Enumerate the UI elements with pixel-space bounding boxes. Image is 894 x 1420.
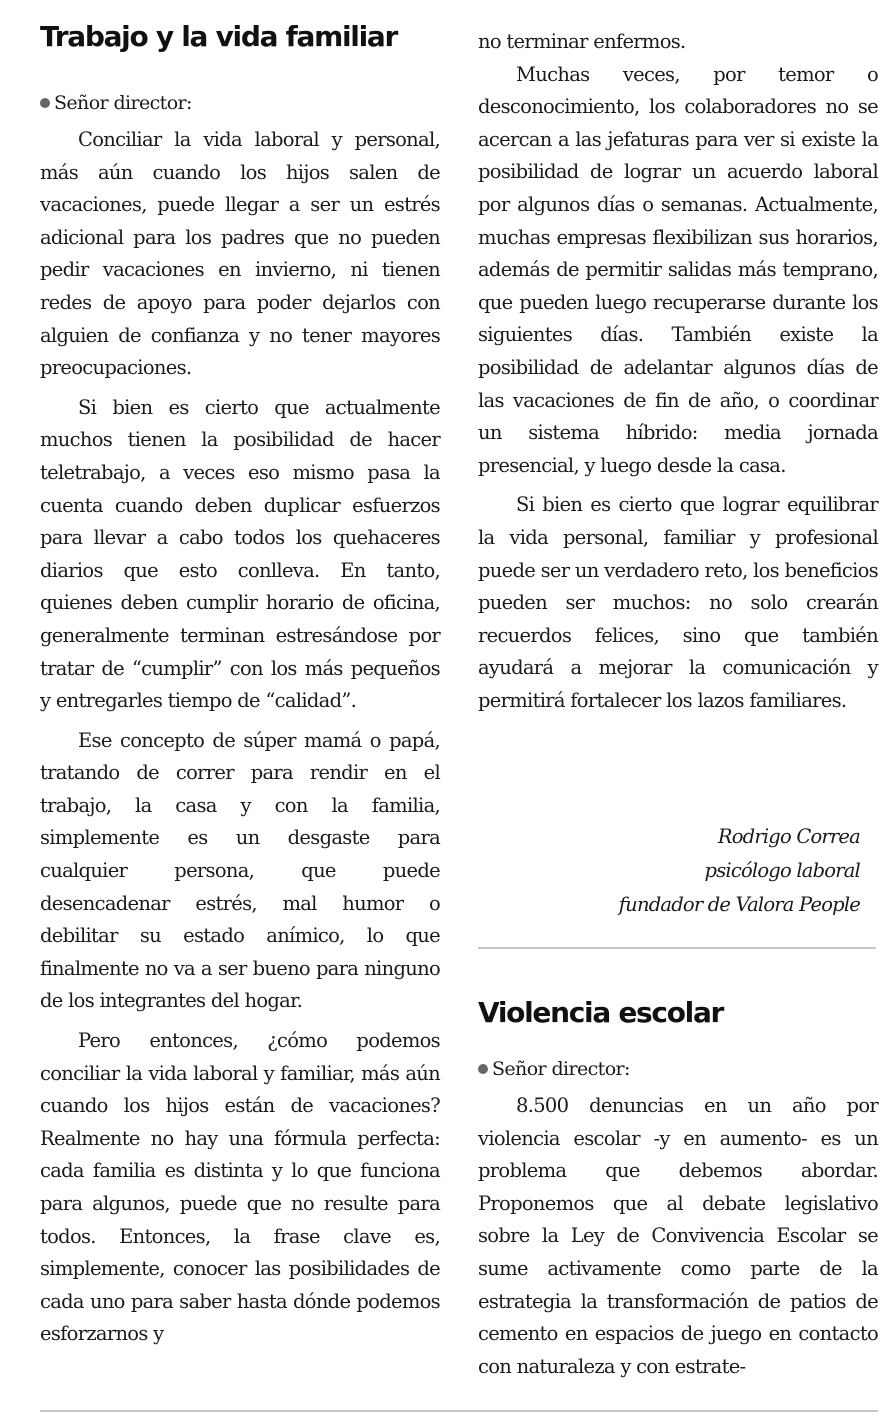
paragraph: Conciliar la vida laboral y personal, más aún cuando los hijos salen de vacaciones, puede llegar a ser un estrés adicional para los padres que no pueden pedir vacaciones en invierno, ni tienen redes de apoyo para poder dejarlos con alguien de confianza y no tener mayores preocupaciones.	[40, 128, 440, 380]
letter-salutation	[478, 1056, 630, 1083]
letter-body	[478, 1090, 878, 1383]
letter-body	[40, 124, 440, 1351]
salutation-text: Señor director:	[492, 1058, 630, 1080]
letter-salutation	[40, 90, 192, 117]
paragraph-continued: no terminar enfermos.	[478, 30, 686, 53]
paragraph: Si bien es cierto que actualmente muchos tienen la posibilidad de hacer teletrabajo, a veces eso mismo pasa la cuenta cuando deben duplicar esfuerzos para llevar a cabo todos los quehaceres diarios que esto conlleva. En tanto, quienes deben cumplir horario de oficina, generalmente terminan estresándose por tratar de “cumplir” con los más pequeños y entregarles tiempo de “calidad”.	[40, 395, 440, 713]
paragraph: Si bien es cierto que lograr equilibrar la vida personal, familiar y profesional puede ser un verdadero reto, los beneficios pueden ser muchos: no solo crearán recuerdos felices, sino que también ayudará a mejorar la comunicación y permitirá fortalecer los lazos familiares.	[478, 493, 878, 712]
salutation-text: Señor director:	[54, 92, 192, 114]
paragraph: Pero entonces, ¿cómo podemos conciliar la vida laboral y familiar, más aún cuando los hijos están de vacaciones? Realmente no hay una fórmula perfecta: cada familia es distinta y lo que funciona para algunos, puede que no resulte para todos. Entonces, la frase clave es, simplemente, conocer las posibilidades de cada uno para saber hasta dónde podemos esforzarnos y	[40, 1029, 440, 1346]
paragraph: 8.500 denuncias en un año por violencia escolar -y en aumento- es un problema que debemos abordar. Proponemos que al debate legislativo sobre la Ley de Convivencia Escolar se sume activamente como parte de la estrategia la transformación de patios de cemento en espacios de juego en contacto con naturaleza y con estrate-	[478, 1094, 878, 1378]
signature-org: fundador de Valora People	[618, 893, 860, 916]
signature-name: Rodrigo Correa	[717, 825, 860, 848]
letter-body-continued	[478, 26, 878, 717]
section-divider	[478, 947, 876, 949]
signature-role: psicólogo laboral	[704, 859, 860, 882]
bullet-icon	[40, 98, 50, 108]
bullet-icon	[478, 1064, 488, 1074]
letter-signature	[619, 820, 860, 922]
letter-title: Violencia escolar	[478, 996, 724, 1029]
page-bottom-rule	[40, 1410, 878, 1412]
letter-title: Trabajo y la vida familiar	[40, 20, 397, 53]
paragraph: Ese concepto de súper mamá o papá, tratando de correr para rendir en el trabajo, la casa y con la familia, simplemente es un desgaste para cualquier persona, que puede desencadenar estrés, mal humor o debilitar su estado anímico, lo que finalmente no va a ser bueno para ninguno de los integrantes del hogar.	[40, 728, 440, 1013]
paragraph: Muchas veces, por temor o desconocimiento, los colaboradores no se acercan a las jefaturas para ver si existe la posibilidad de lograr un acuerdo laboral por algunos días o semanas. Actualmente, muchas empresas flexibilizan sus horarios, además de permitir salidas más temprano, que pueden luego recuperarse durante los siguientes días. También existe la posibilidad de adelantar algunos días de las vacaciones de fin de año, o coordinar un sistema híbrido: media jornada presencial, y luego desde la casa.	[478, 62, 878, 477]
